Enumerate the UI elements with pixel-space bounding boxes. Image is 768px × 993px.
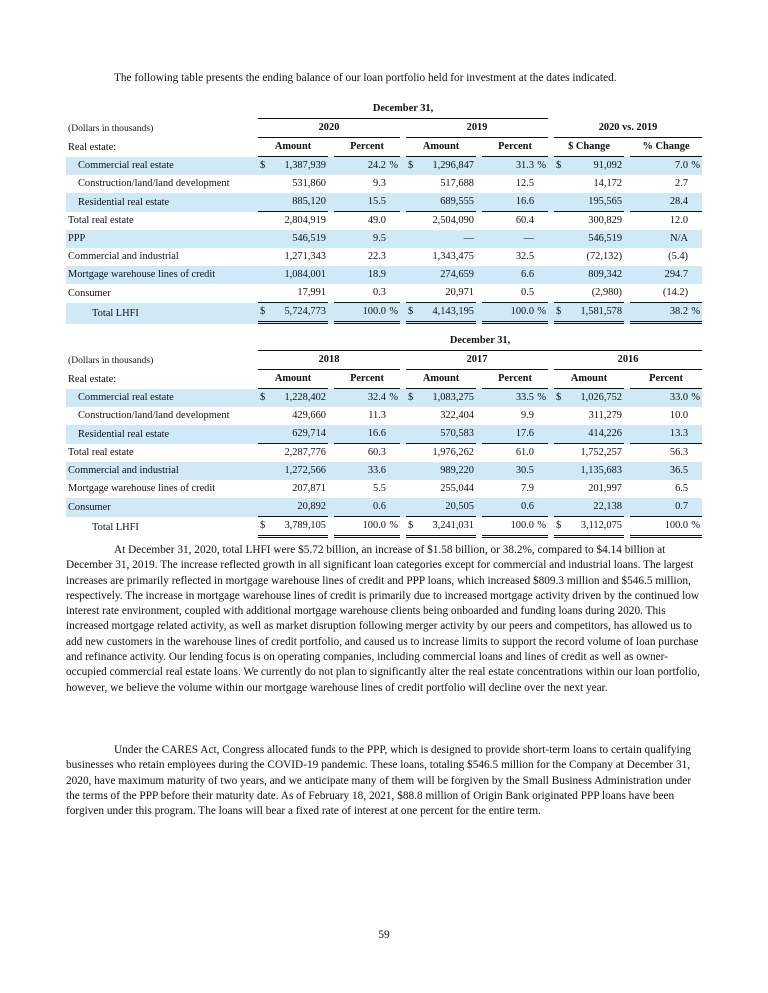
col-header-percent: Percent [334,138,400,157]
col-header-amount: Amount [406,370,476,389]
dollar-change: 195,565 [588,196,623,207]
amount-2018: 2,287,776 [284,447,326,458]
dollar-sign: $ [556,392,562,403]
percent-2020: 22.3 [367,251,386,262]
percent-2020: 100.0 [362,306,386,317]
amount-2018: 1,272,566 [284,465,326,476]
percent-change: (14.2) [662,287,689,298]
section-label: Real estate: [68,373,117,385]
table-row [66,407,702,425]
amount-2019: 1,296,847 [432,160,474,171]
percent-sign [386,444,398,462]
percent-2017: 30.5 [515,465,534,476]
amount-2017: 989,220 [440,465,474,476]
table-row [66,175,702,193]
dollar-sign: $ [260,160,266,171]
year-header-2018: 2018 [258,351,400,370]
percent-sign [534,462,546,480]
amount-2017: 570,583 [440,428,474,439]
percent-2018: 11.3 [368,410,386,421]
dollar-sign: $ [556,306,562,317]
percent-2020: 9.3 [373,178,386,189]
amount-2016: 1,135,683 [580,465,622,476]
percent-sign [688,407,700,425]
paragraph-cares-act: Under the CARES Act, Congress allocated funds to the PPP, which is designed to provide short-term loans to certain qualifying businesses who retain employees during the COVID-19 pandemic. These loans, totaling $546.5 million for the Company at December 31, 2020, have maximum maturity of two years, and we anticipate many of them will be forgiven by the Small Business Administration under the terms of the PPP before their maturity date. As of February 18, 2021, $88.8 million of Origin Bank originated PPP loans have been forgiven under this program. The loans will bear a fixed rate of interest at one percent for the entire term. [66,744,692,818]
percent-sign [534,480,546,498]
percent-sign: % [537,392,546,403]
percent-sign [386,498,398,516]
amount-2020: 1,387,939 [284,160,326,171]
col-header-dollar-change: $ Change [554,138,624,157]
percent-sign [386,480,398,498]
row-label: Commercial real estate [66,389,252,407]
percent-sign [688,193,700,211]
percent-sign [688,480,700,498]
amount-2018: 1,228,402 [284,392,326,403]
row-label: Commercial and industrial [66,462,252,480]
row-label: Commercial real estate [66,157,252,175]
amount-2020: 531,860 [292,178,326,189]
dollar-sign: $ [260,306,266,317]
percent-2017: 9.9 [521,410,534,421]
amount-2018: 207,871 [292,483,326,494]
row-label: Construction/land/land development [78,410,230,421]
percent-sign: % [691,392,701,403]
amount-2019: 689,555 [440,196,474,207]
amount-2016: 1,752,257 [580,447,622,458]
percent-sign [688,444,700,462]
amount-2019: 517,688 [440,178,474,189]
dollar-sign: $ [408,520,414,531]
percent-sign: % [389,520,398,531]
percent-sign [386,425,398,443]
percent-2019: — [523,233,535,244]
row-label: Mortgage warehouse lines of credit [68,483,216,494]
percent-sign [534,212,546,230]
col-header-amount: Amount [258,370,328,389]
percent-2019: 32.5 [515,251,535,262]
percent-sign: % [389,392,398,403]
percent-2018: 100.0 [362,520,386,531]
percent-sign: % [691,520,701,531]
col-header-percent: Percent [630,370,702,389]
percent-2017: 17.6 [515,428,534,439]
percent-2016: 13.3 [669,428,689,439]
amount-2017: 20,505 [445,501,474,512]
percent-2020: 24.2 [367,160,386,171]
amount-2018: 629,714 [292,428,326,439]
percent-change: 7.0 [675,160,689,171]
dollar-sign: $ [556,160,562,171]
percent-change: 38.2 [669,306,689,317]
amount-2020: 1,271,343 [284,251,326,262]
dollar-change: 14,172 [593,178,623,189]
amount-2017: 1,976,262 [432,447,474,458]
dollar-sign: $ [260,392,266,403]
page-number: 59 [378,929,390,941]
table-row [66,212,702,230]
percent-sign [386,284,398,302]
amount-2017: 322,404 [440,410,474,421]
section-label: Real estate: [68,141,117,153]
percent-2017: 0.6 [521,501,534,512]
table-row [66,266,702,284]
row-label: Total real estate [68,447,134,458]
super-header: December 31, [258,100,548,119]
year-header-2016: 2016 [554,351,702,370]
percent-2018: 5.5 [373,483,386,494]
table-row [66,425,702,444]
percent-sign [386,407,398,425]
percent-sign [534,266,546,284]
amount-2019: 2,504,090 [432,215,474,226]
super-header: December 31, [258,332,702,351]
table-row [66,193,702,212]
amount-2017: 255,044 [440,483,474,494]
percent-sign [688,212,700,230]
percent-change: N/A [670,233,689,244]
amount-2016: 22,138 [593,501,622,512]
dollar-sign: $ [556,520,562,531]
percent-2018: 33.6 [367,465,386,476]
amount-2020: 2,804,919 [284,215,326,226]
table-row [66,389,702,407]
percent-change: 2.7 [675,178,689,189]
percent-sign [534,248,546,266]
col-header-amount: Amount [258,138,328,157]
row-label: Residential real estate [66,193,252,212]
percent-sign: % [691,306,701,317]
amount-2019: 20,971 [445,287,474,298]
percent-sign [534,498,546,516]
amount-2019: — [463,233,474,244]
percent-2019: 60.4 [515,215,535,226]
amount-2016: 311,279 [588,410,622,421]
dollar-sign: $ [408,392,414,403]
percent-2020: 15.5 [367,196,386,207]
paragraph-lhfi-discussion: At December 31, 2020, total LHFI were $5.72 billion, an increase of $1.58 billion, or 38.2%, compared to $4.14 billion at December 31, 2019. The increase reflected growth in all significant loan categories except for commercial and industrial loans. The largest increases are primarily reflected in mortgage warehouse lines of credit and PPP loans, which increased $809.3 million and $546.5 million, respectively. The increase in mortgage warehouse lines of credit is primarily due to increased mortgage activity driven by the continued low interest rate environment, coupled with additional mortgage warehouse clients being onboarded and funding loans during 2020. This increased mortgage related activity, as well as market disruption following merger activity by our peers and competitors, has allowed us to add new customers in the warehouse lines of credit portfolio, and caused us to increase limits to support the record volume of loan purchase and refinance activity. Our lending focus is on operating companies, including commercial loans and lines of credit as well as owner-occupied commercial real estate loans. We currently do not plan to significantly alter the real estate concentrations within our loan portfolio, however, we believe the volume within our mortgage warehouse lines of credit portfolio will decline over the next year. [66,544,700,694]
percent-change: (5.4) [668,251,689,262]
amount-2016: 3,112,075 [580,520,622,531]
row-label: Residential real estate [66,425,252,444]
percent-sign [534,444,546,462]
percent-sign: % [389,306,398,317]
dollar-sign: $ [260,520,266,531]
percent-2018: 32.4 [367,392,386,403]
percent-sign [688,266,700,284]
amount-2020: 17,991 [297,287,326,298]
percent-sign [386,175,398,193]
row-label: Total real estate [68,215,134,226]
table-row [66,498,702,517]
percent-2019: 12.5 [515,178,535,189]
percent-sign [688,425,700,443]
dollar-change: 91,092 [593,160,623,171]
year-header-2017: 2017 [406,351,548,370]
percent-sign [386,193,398,211]
amount-2020: 885,120 [292,196,326,207]
col-header-percent-change: % Change [630,138,702,157]
percent-2019: 16.6 [515,196,535,207]
percent-2017: 61.0 [515,447,534,458]
amount-2016: 201,997 [588,483,622,494]
percent-sign [386,248,398,266]
intro-sentence: The following table presents the ending balance of our loan portfolio held for investment at the dates indicated. [114,72,617,84]
col-header-amount: Amount [406,138,476,157]
amount-2016: 414,226 [588,428,622,439]
percent-2020: 0.3 [373,287,386,298]
row-label: Total LHFI [66,303,252,324]
percent-sign [534,284,546,302]
table-row [66,480,702,498]
change-header: 2020 vs. 2019 [554,119,702,138]
percent-sign [688,498,700,516]
percent-2019: 6.6 [521,269,535,280]
percent-change: 12.0 [669,215,689,226]
percent-sign [688,248,700,266]
percent-2017: 33.5 [515,392,534,403]
percent-sign [688,462,700,480]
dollar-change: 809,342 [588,269,623,280]
percent-sign [688,284,700,302]
percent-sign [534,425,546,443]
units-label: (Dollars in thousands) [68,354,154,366]
dollar-change: (72,132) [586,251,623,262]
amount-2020: 546,519 [292,233,326,244]
percent-sign [534,193,546,211]
amount-2017: 1,083,275 [432,392,474,403]
table-row [66,303,702,324]
row-label: Construction/land/land development [78,178,230,189]
amount-2020: 1,084,001 [284,269,326,280]
col-header-percent: Percent [482,370,548,389]
percent-2019: 0.5 [521,287,535,298]
percent-2016: 33.0 [669,392,689,403]
dollar-change: 300,829 [588,215,623,226]
percent-2019: 31.3 [515,160,535,171]
table-row [66,444,702,462]
amount-2017: 3,241,031 [432,520,474,531]
percent-2018: 16.6 [367,428,386,439]
amount-2019: 4,143,195 [432,306,474,317]
percent-sign [534,230,546,248]
year-header-2020: 2020 [258,119,400,138]
dollar-sign: $ [408,306,414,317]
percent-sign: % [691,160,701,171]
percent-2020: 49.0 [367,215,386,226]
table-row [66,284,702,303]
amount-2018: 429,660 [292,410,326,421]
percent-2018: 0.6 [373,501,386,512]
percent-sign [386,212,398,230]
amount-2018: 20,892 [297,501,326,512]
percent-2016: 56.3 [669,447,689,458]
table-row [66,230,702,248]
percent-sign: % [537,306,547,317]
percent-2017: 7.9 [521,483,534,494]
percent-sign [386,266,398,284]
percent-2016: 100.0 [664,520,689,531]
percent-2016: 10.0 [669,410,689,421]
table-row [66,157,702,175]
percent-2020: 18.9 [367,269,386,280]
loan-portfolio-table-2020-2019 [66,100,702,324]
loan-portfolio-table-2018-2016 [66,332,702,538]
col-header-amount: Amount [554,370,624,389]
row-label: Consumer [68,287,111,299]
col-header-percent: Percent [482,138,548,157]
row-label: Commercial and industrial [68,251,179,262]
percent-sign [534,175,546,193]
col-header-percent: Percent [334,370,400,389]
percent-2016: 0.7 [675,501,689,512]
percent-sign: % [537,160,547,171]
percent-sign [386,230,398,248]
row-label: PPP [66,230,252,248]
dollar-sign: $ [408,160,414,171]
units-label: (Dollars in thousands) [68,122,154,134]
percent-change: 28.4 [669,196,689,207]
amount-2018: 3,789,105 [284,520,326,531]
percent-sign [688,230,700,248]
percent-2019: 100.0 [510,306,535,317]
percent-sign: % [389,160,398,171]
amount-2020: 5,724,773 [284,306,326,317]
amount-2016: 1,026,752 [580,392,622,403]
dollar-change: (2,980) [591,287,623,298]
percent-2016: 6.5 [675,483,689,494]
percent-2017: 100.0 [510,520,534,531]
row-label: Total LHFI [92,521,139,533]
table-row [66,248,702,266]
dollar-change: 1,581,578 [580,306,623,317]
percent-sign: % [537,520,546,531]
amount-2019: 1,343,475 [432,251,474,262]
percent-sign [534,407,546,425]
table-row [66,517,702,538]
percent-sign [386,462,398,480]
table-row [66,462,702,480]
percent-2018: 60.3 [367,447,386,458]
percent-change: 294.7 [664,269,689,280]
percent-2020: 9.5 [373,233,386,244]
year-header-2019: 2019 [406,119,548,138]
dollar-change: 546,519 [588,233,623,244]
row-label: Mortgage warehouse lines of credit [66,266,252,284]
percent-2016: 36.5 [669,465,689,476]
row-label: Consumer [66,498,252,517]
amount-2019: 274,659 [440,269,474,280]
percent-sign [688,175,700,193]
